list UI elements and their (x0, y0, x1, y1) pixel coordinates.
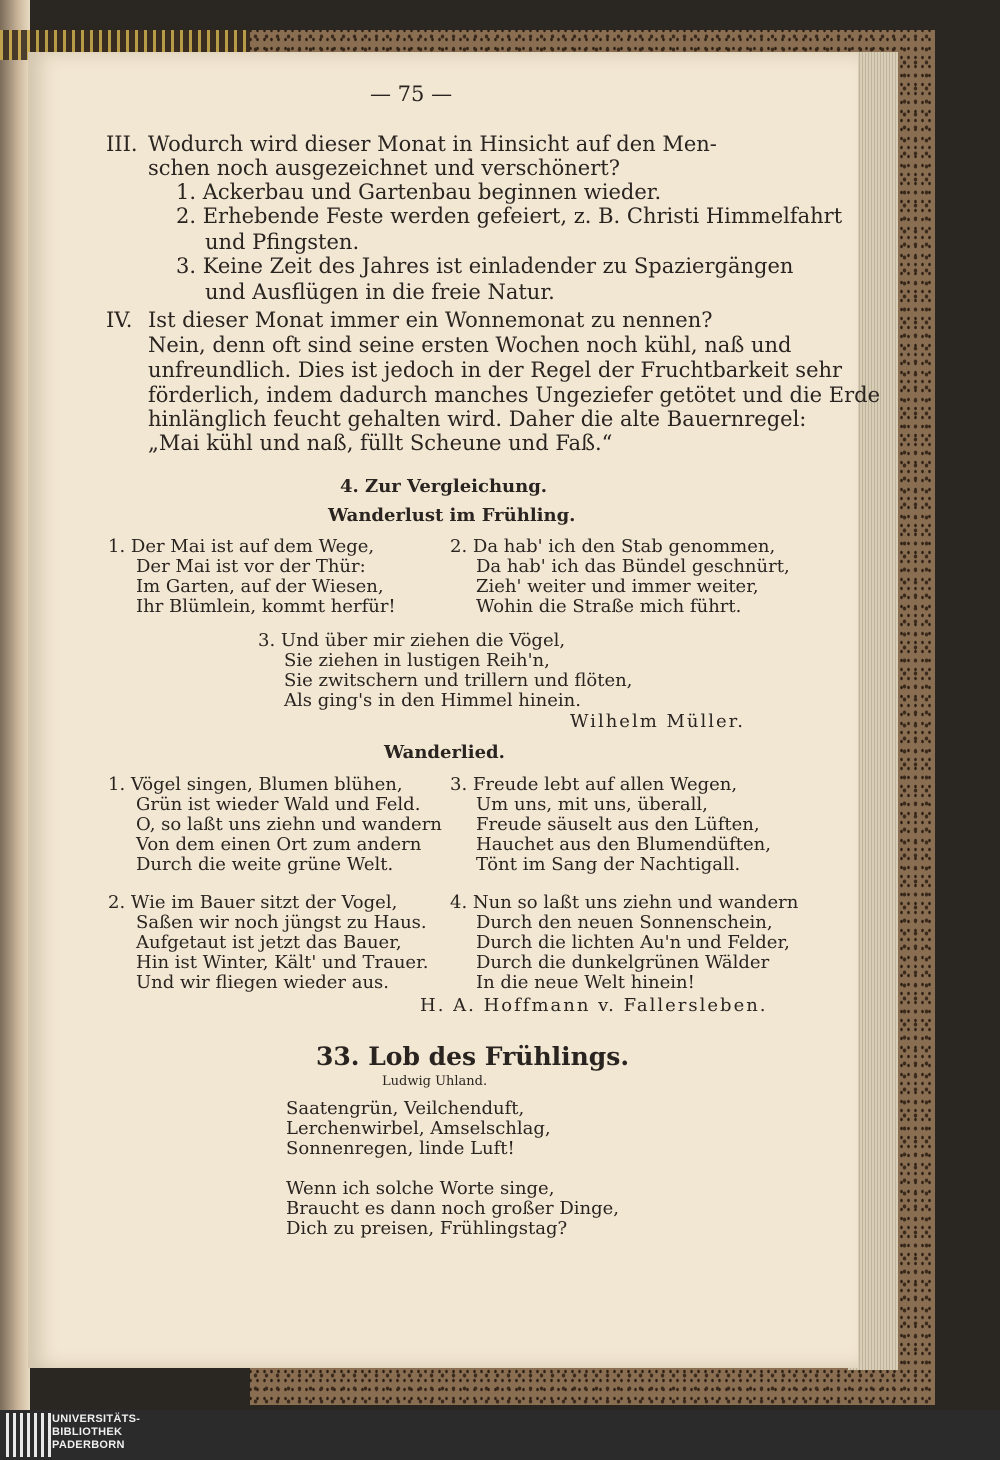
poem-line: Um uns, mit uns, überall, (476, 794, 708, 815)
logo-line: UNIVERSITÄTS- (52, 1413, 141, 1425)
poem-line: O, so laßt uns ziehn und wandern (136, 814, 442, 835)
poem-line: Braucht es dann noch großer Dinge, (286, 1198, 620, 1219)
poem-author: Ludwig Uhland. (382, 1074, 488, 1089)
poem-line: Als ging's in den Himmel hinein. (284, 690, 581, 711)
poem-line: Lerchenwirbel, Amselschlag, (286, 1118, 551, 1139)
poem-line: Durch die dunkelgrünen Wälder (476, 952, 770, 973)
poem-line: Der Mai ist vor der Thür: (136, 556, 366, 577)
poem-line: Wenn ich solche Worte singe, (286, 1178, 555, 1199)
poem-line: 2. Wie im Bauer sitzt der Vogel, (108, 892, 398, 913)
poem-title: 33. Lob des Frühlings. (316, 1042, 630, 1071)
section-numeral: IV. (106, 308, 133, 332)
poem-author: H. A. Hoffmann v. Fallersleben. (420, 995, 768, 1016)
poem-line: Wohin die Straße mich führt. (476, 596, 742, 617)
poem-line: 3. Und über mir ziehen die Vögel, (258, 630, 566, 651)
poem-line: Sie zwitschern und trillern und flöten, (284, 670, 633, 691)
poem-author: Wilhelm Müller. (570, 711, 746, 732)
list-item: und Ausflügen in die freie Natur. (205, 280, 555, 304)
text-line: schen noch ausgezeichnet und verschönert? (148, 156, 620, 180)
poem-line: Saatengrün, Veilchenduft, (286, 1098, 525, 1119)
list-item: 3. Keine Zeit des Jahres ist einladender zu Spaziergängen (176, 254, 794, 278)
poem-line: Sonnenregen, linde Luft! (286, 1138, 515, 1159)
poem-line: Freude säuselt aus den Lüften, (476, 814, 760, 835)
section-numeral: III. (106, 132, 138, 156)
poem-line: Sie ziehen in lustigen Reih'n, (284, 650, 550, 671)
poem-line: Grün ist wieder Wald und Feld. (136, 794, 421, 815)
text-line: förderlich, indem dadurch manches Ungeziefer getötet und die Erde (148, 383, 881, 407)
poem-line: Zieh' weiter und immer weiter, (476, 576, 759, 597)
poem-line: Da hab' ich das Bündel geschnürt, (476, 556, 790, 577)
book-cover-edge (0, 0, 30, 1410)
text-line: unfreundlich. Dies ist jedoch in der Regel der Fruchtbarkeit sehr (148, 358, 843, 382)
poem-line: Von dem einen Ort zum andern (136, 834, 422, 855)
text-line: Ist dieser Monat immer ein Wonnemonat zu nennen? (148, 308, 713, 332)
poem-line: Aufgetaut ist jetzt das Bauer, (136, 932, 402, 953)
text-line: „Mai kühl und naß, füllt Scheune und Faß.“ (148, 431, 613, 455)
text-line: Wodurch wird dieser Monat in Hinsicht auf den Men- (148, 132, 717, 156)
book-page (28, 52, 881, 1368)
poem-line: Saßen wir noch jüngst zu Haus. (136, 912, 427, 933)
poem-line: 1. Der Mai ist auf dem Wege, (108, 536, 375, 557)
library-logo-icon (6, 1413, 51, 1457)
poem-line: Dich zu preisen, Frühlingstag? (286, 1218, 568, 1239)
poem-line: 4. Nun so laßt uns ziehn und wandern (450, 892, 799, 913)
list-item: 1. Ackerbau und Gartenbau beginnen wieder. (176, 180, 662, 204)
page-number: — 75 — (370, 82, 453, 106)
poem-line: 1. Vögel singen, Blumen blühen, (108, 774, 403, 795)
poem-line: In die neue Welt hinein! (476, 972, 695, 993)
footer-bar (0, 1410, 1000, 1460)
poem-line: Hin ist Winter, Kält' und Trauer. (136, 952, 429, 973)
poem-line: Tönt im Sang der Nachtigall. (476, 854, 741, 875)
text-line: hinlänglich feucht gehalten wird. Daher die alte Bauernregel: (148, 407, 807, 431)
poem-line: 3. Freude lebt auf allen Wegen, (450, 774, 738, 795)
text-line: Nein, denn oft sind seine ersten Wochen noch kühl, naß und (148, 333, 792, 357)
comparison-heading: 4. Zur Vergleichung. (340, 476, 548, 497)
poem-line: Ihr Blümlein, kommt herfür! (136, 596, 396, 617)
poem-line: Und wir fliegen wieder aus. (136, 972, 390, 993)
logo-line: PADERBORN (52, 1439, 125, 1451)
poem-line: Durch die weite grüne Welt. (136, 854, 394, 875)
poem-line: Im Garten, auf der Wiesen, (136, 576, 384, 597)
list-item: 2. Erhebende Feste werden gefeiert, z. B. Christi Himmelfahrt (176, 204, 843, 228)
poem-title: Wanderlied. (384, 742, 505, 763)
poem-title: Wanderlust im Frühling. (328, 505, 576, 526)
library-logo-text (52, 1413, 140, 1452)
poem-line: 2. Da hab' ich den Stab genommen, (450, 536, 776, 557)
poem-line: Hauchet aus den Blumendüften, (476, 834, 771, 855)
logo-line: BIBLIOTHEK (52, 1426, 123, 1438)
poem-line: Durch die lichten Au'n und Felder, (476, 932, 790, 953)
list-item: und Pfingsten. (205, 230, 360, 254)
poem-line: Durch den neuen Sonnenschein, (476, 912, 773, 933)
